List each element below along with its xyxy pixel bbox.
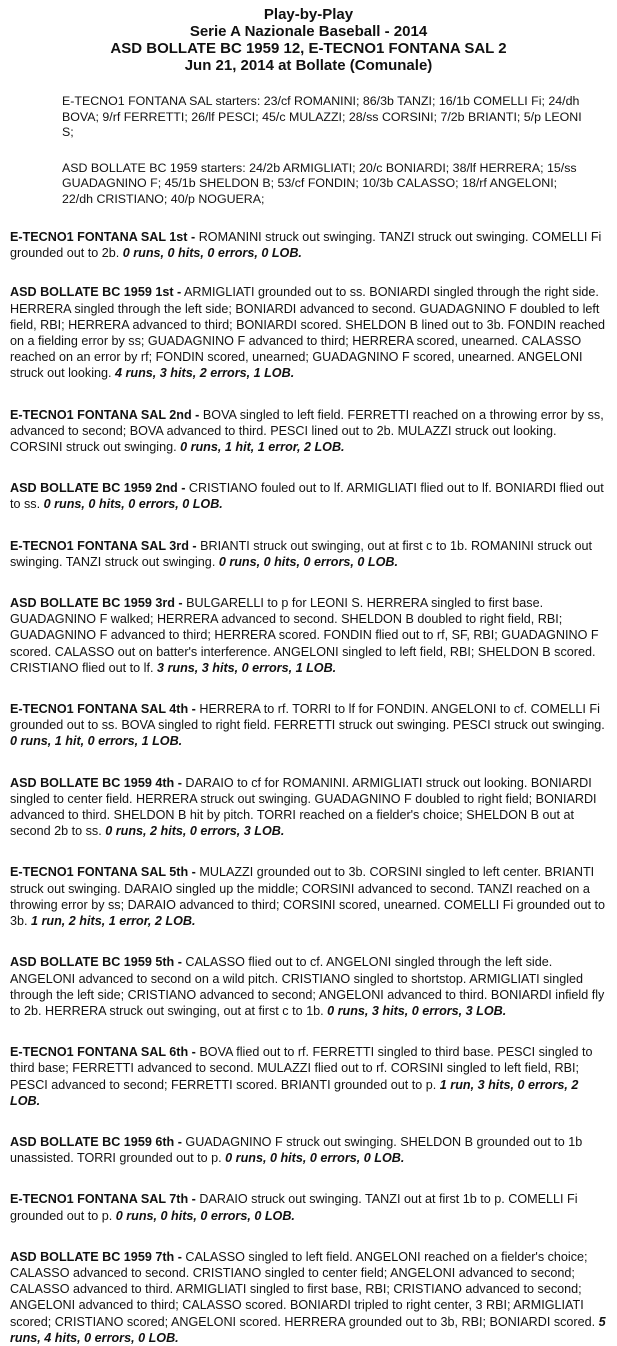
inning-plays: BOVA singled to left field. FERRETTI reached on a throwing error by ss, advanced to second; BOVA advanced to third. PESCI lined out to 2b. MULAZZI struck out looking. CORSINI struck out swinging. xyxy=(10,407,604,455)
inning-summary: 3 runs, 3 hits, 0 errors, 1 LOB. xyxy=(156,660,337,675)
inning-summary: 5 runs, 4 hits, 0 errors, 0 LOB. xyxy=(10,1314,606,1345)
inning-plays: HERRERA to rf. TORRI to lf for FONDIN. ANGELONI to cf. COMELLI Fi grounded out to ss. BOVA singled to right field. FERRETTI struck out swinging. PESCI struck out swinging. xyxy=(10,702,605,733)
inning-summary: 0 runs, 2 hits, 0 errors, 3 LOB. xyxy=(105,824,285,839)
inning-summary: 0 runs, 3 hits, 0 errors, 3 LOB. xyxy=(327,1003,507,1018)
inning-summary: 0 runs, 1 hit, 1 error, 2 LOB. xyxy=(180,440,345,455)
inning-paragraph xyxy=(10,1044,609,1109)
inning-summary: 0 runs, 1 hit, 0 errors, 1 LOB. xyxy=(10,734,183,749)
inning-plays: DARAIO struck out swinging. TANZI out at first 1b to p. COMELLI Fi grounded out to p. xyxy=(10,1192,578,1223)
inning-plays: ARMIGLIATI grounded out to ss. BONIARDI singled through the right side. HERRERA singled through the left side; BONIARDI advanced to second. GUADAGNINO F doubled to left field, RBI; HERRERA advanced to third; BONIARDI scored. SHELDON B lined out to 3b. FONDIN reached on a fielding error by ss; GUADAGNINO F advanced to third; HERRERA scored, unearned. CALASSO reached on an error by rf; FONDIN scored, unearned; GUADAGNINO F scored, unearned. ANGELONI struck out looking. xyxy=(10,285,605,381)
inning-paragraph xyxy=(10,701,609,750)
inning-team-label: E-TECNO1 FONTANA SAL 2nd - xyxy=(10,407,200,422)
inning-team-label: ASD BOLLATE BC 1959 2nd - xyxy=(10,481,186,496)
league-title: Serie A Nazionale Baseball - 2014 xyxy=(189,23,428,40)
inning-paragraph xyxy=(10,284,609,381)
inning-team-label: E-TECNO1 FONTANA SAL 3rd - xyxy=(10,538,197,553)
inning-team-label: E-TECNO1 FONTANA SAL 1st - xyxy=(10,230,196,244)
inning-paragraph xyxy=(10,864,609,929)
inning-team-label: E-TECNO1 FONTANA SAL 4th - xyxy=(10,702,196,717)
document-header xyxy=(0,0,617,74)
inning-paragraph xyxy=(10,538,609,570)
inning-paragraph xyxy=(10,1249,609,1346)
game-score: ASD BOLLATE BC 1959 12, E-TECNO1 FONTANA SAL 2 xyxy=(110,40,507,57)
inning-summary: 0 runs, 0 hits, 0 errors, 0 LOB. xyxy=(115,1208,295,1223)
inning-summary: 0 runs, 0 hits, 0 errors, 0 LOB. xyxy=(218,554,398,569)
inning-plays: MULAZZI grounded out to 3b. CORSINI singled to left center. BRIANTI struck out swinging. DARAIO singled up the middle; CORSINI advanced to second. TANZI reached on a throwing error by ss; DARAIO advanced to third; CORSINI scored, unearned. COMELLI Fi grounded out to 3b. xyxy=(10,865,605,929)
inning-paragraph xyxy=(10,775,609,840)
inning-paragraph xyxy=(10,1191,609,1223)
inning-paragraph xyxy=(10,407,609,456)
inning-summary: 0 runs, 0 hits, 0 errors, 0 LOB. xyxy=(43,497,223,512)
starters-section xyxy=(62,94,587,207)
inning-plays: CALASSO flied out to cf. ANGELONI singled through the left side. ANGELONI advanced to second on a wild pitch. CRISTIANO singled to shortstop. ARMIGLIATI singled through the left side; CRISTIANO advanced to second; ANGELONI advanced to third. BONIARDI infield fly to 2b. HERRERA struck out swinging, out at first c to 1b. xyxy=(10,955,605,1018)
inning-plays: ROMANINI struck out swinging. TANZI struck out swinging. COMELLI Fi grounded out to 2b. xyxy=(10,230,602,261)
inning-paragraph xyxy=(10,1134,609,1166)
home-starters: ASD BOLLATE BC 1959 starters: 24/2b ARMIGLIATI; 20/c BONIARDI; 38/lf HERRERA; 15/ss GUADAGNINO F; 45/1b SHELDON B; 53/cf FONDIN; 10/3b CALASSO; 18/rf ANGELONI; 22/dh CRISTIANO; 40/p NOGUERA; xyxy=(62,160,577,206)
inning-team-label: ASD BOLLATE BC 1959 1st - xyxy=(10,285,182,300)
inning-team-label: ASD BOLLATE BC 1959 7th - xyxy=(10,1249,182,1264)
inning-summary: 1 run, 3 hits, 0 errors, 2 LOB. xyxy=(10,1077,579,1108)
inning-paragraph xyxy=(10,595,609,676)
visitor-starters: E-TECNO1 FONTANA SAL starters: 23/cf ROMANINI; 86/3b TANZI; 16/1b COMELLI Fi; 24/dh BOVA; 9/rf FERRETTI; 26/lf PESCI; 45/c MULAZZI; 28/ss CORSINI; 7/2b BRIANTI; 5/p LEONI S; xyxy=(62,94,582,139)
inning-summary: 0 runs, 0 hits, 0 errors, 0 LOB. xyxy=(122,246,302,261)
inning-paragraph xyxy=(10,229,609,261)
inning-team-label: E-TECNO1 FONTANA SAL 6th - xyxy=(10,1045,196,1060)
inning-plays: CALASSO singled to left field. ANGELONI reached on a fielder's choice; CALASSO advanced to second. CRISTIANO singled to center field; ANGELONI advanced to second; CALASSO advanced to third. ARMIGLIATI singled to first base, RBI; CRISTIANO advanced to second; ANGELONI advanced to third; CALASSO scored. BONIARDI tripled to right center, 3 RBI; ARMIGLIATI scored; CRISTIANO scored; ANGELONI scored. HERRERA grounded out to 3b, RBI; BONIARDI scored. xyxy=(10,1249,596,1329)
document-title: Play-by-Play xyxy=(263,6,354,23)
inning-plays: BULGARELLI to p for LEONI S. HERRERA singled to first base. GUADAGNINO F walked; HERRERA advanced to second. SHELDON B doubled to right field, RBI; GUADAGNINO F advanced to third; HERRERA scored. FONDIN flied out to rf, SF, RBI; GUADAGNINO F scored. CALASSO out on batter's interference. ANGELONI singled to left field, RBI; SHELDON B scored. CRISTIANO flied out to lf. xyxy=(10,596,599,675)
inning-team-label: ASD BOLLATE BC 1959 4th - xyxy=(10,775,182,790)
inning-plays: GUADAGNINO F struck out swinging. SHELDON B grounded out to 1b unassisted. TORRI grounded out to p. xyxy=(10,1134,583,1166)
inning-summary: 4 runs, 3 hits, 2 errors, 1 LOB. xyxy=(115,366,295,381)
inning-team-label: ASD BOLLATE BC 1959 6th - xyxy=(10,1134,182,1149)
inning-team-label: ASD BOLLATE BC 1959 3rd - xyxy=(10,596,183,611)
inning-plays: DARAIO to cf for ROMANINI. ARMIGLIATI struck out looking. BONIARDI singled to center field. HERRERA struck out swinging. GUADAGNINO F doubled to right field; BONIARDI advanced to third. SHELDON B hit by pitch. TORRI reached on a fielder's choice; SHELDON B out at second 2b to ss. xyxy=(10,775,597,839)
game-date-venue: Jun 21, 2014 at Bollate (Comunale) xyxy=(184,57,433,74)
inning-summary: 1 run, 2 hits, 1 error, 2 LOB. xyxy=(31,914,196,929)
inning-team-label: ASD BOLLATE BC 1959 5th - xyxy=(10,955,182,970)
inning-plays: BOVA flied out to rf. FERRETTI singled to third base. PESCI singled to third base; FERRETTI advanced to second. MULAZZI flied out to rf. CORSINI singled to left field, RBI; PESCI advanced to second; FERRETTI scored. BRIANTI grounded out to p. xyxy=(10,1045,593,1092)
inning-summary: 0 runs, 0 hits, 0 errors, 0 LOB. xyxy=(225,1151,405,1166)
inning-paragraph xyxy=(10,480,609,512)
inning-plays: BRIANTI struck out swinging, out at first c to 1b. ROMANINI struck out swinging. TANZI struck out swinging. xyxy=(10,538,593,569)
inning-plays: CRISTIANO fouled out to lf. ARMIGLIATI flied out to lf. BONIARDI flied out to ss. xyxy=(10,481,604,512)
inning-team-label: E-TECNO1 FONTANA SAL 7th - xyxy=(10,1192,196,1207)
inning-team-label: E-TECNO1 FONTANA SAL 5th - xyxy=(10,865,196,880)
play-by-play-list xyxy=(10,229,609,1346)
inning-paragraph xyxy=(10,954,609,1019)
